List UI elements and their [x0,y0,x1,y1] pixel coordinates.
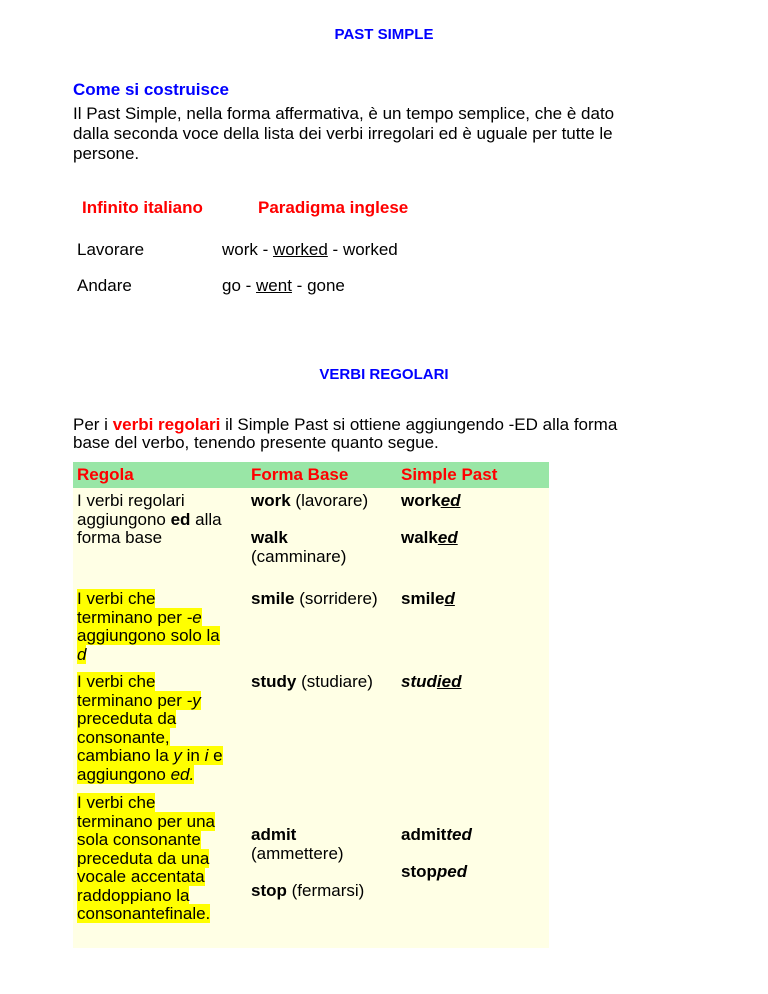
come-line2: dalla seconda voce della lista dei verbi irregolari ed è uguale per tutte le [73,124,613,143]
regolari-intro-line2: base del verbo, tenendo presente quanto segue. [73,433,439,452]
page-title: PAST SIMPLE [334,26,434,43]
r1-past2: walked [401,528,458,547]
come-line3: persone. [73,144,140,163]
paradigm-it-andare: Andare [77,276,132,295]
r3-past: studied [401,672,462,691]
paradigm-en-work: work - worked - worked [222,240,398,259]
r2-base: smile (sorridere) [251,589,378,608]
regolari-intro-line1: Per i verbi regolari il Simple Past si ottiene aggiungendo -ED alla forma [73,415,618,434]
r1-past1: worked [401,491,461,510]
th-regola: Regola [77,465,134,484]
come-heading: Come si costruisce [73,80,229,99]
r4-past1: admitted [401,825,472,844]
r4-base2: stop (fermarsi) [251,881,365,900]
r3-rule: I verbi che terminano per -y preceduta da consonante, cambiano la y in i e aggiungono ed. [77,672,223,784]
paradigm-en-go: go - went - gone [222,276,345,295]
r1-rule: I verbi regolari aggiungono ed alla forma base [77,491,222,547]
r2-rule: I verbi che terminano per -e aggiungono solo la d [77,589,220,664]
paradigm-it-lavorare: Lavorare [77,240,145,259]
r3-base: study (studiare) [251,672,373,691]
r1-base1: work (lavorare) [251,491,369,510]
header-paradigma: Paradigma inglese [258,198,409,217]
r4-base1: admit (ammettere) [251,825,344,863]
header-infinito: Infinito italiano [82,198,203,217]
table-header [73,462,549,488]
rules-table [73,462,549,948]
come-line1: Il Past Simple, nella forma affermativa, è un tempo semplice, che è dato [73,104,615,123]
th-forma-base: Forma Base [251,465,349,484]
regolari-heading: VERBI REGOLARI [319,366,449,383]
r4-past2: stopped [401,862,468,881]
r4-rule: I verbi che terminano per una sola consonante preceduta da una vocale accentata raddoppiano la consonantefinale. [77,793,215,923]
th-simple-past: Simple Past [401,465,498,484]
r2-past: smiled [401,589,455,608]
r1-base2: walk (camminare) [251,528,347,566]
